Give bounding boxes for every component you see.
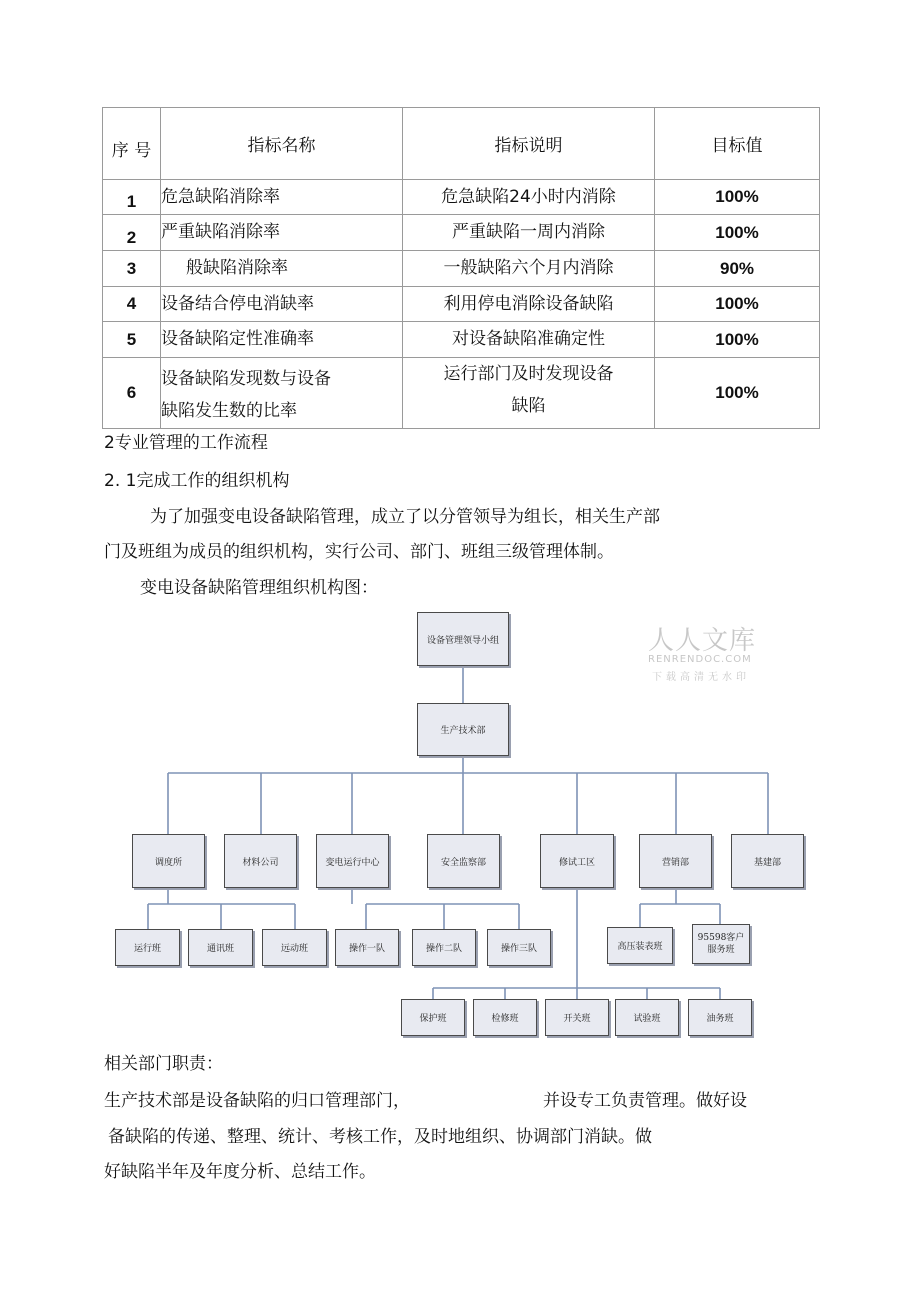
row-value: 100% (655, 358, 820, 429)
org-team-operation: 运行班 (115, 929, 180, 966)
row-index: 6 (103, 358, 161, 429)
org-production-tech-dept: 生产技术部 (417, 703, 509, 756)
section-subheading: 2. 1完成工作的组织机构 (104, 471, 290, 491)
org-team-customer-service (692, 924, 750, 964)
duties-line1-part2: 并设专工负责管理。做好设 (543, 1091, 747, 1111)
header-index: 序 号 (103, 108, 161, 180)
row-name: 设备结合停电消缺率 (161, 287, 403, 322)
customer-service-line2: 服务班 (707, 945, 735, 955)
org-dept-safety: 安全监察部 (427, 834, 500, 888)
row-name: 严重缺陷消除率 (161, 215, 403, 251)
org-team-hv-meter: 高压装表班 (607, 927, 673, 964)
header-target: 目标值 (655, 108, 820, 180)
org-dept-substation: 变电运行中心 (316, 834, 389, 888)
row-desc-line1: 运行部门及时发现设备 (443, 364, 614, 384)
org-team-op3: 操作三队 (487, 929, 551, 966)
row-desc: 一般缺陷六个月内消除 (403, 251, 655, 287)
row-name-line2: 缺陷发生数的比率 (161, 401, 297, 421)
org-team-op1: 操作一队 (335, 929, 399, 966)
row-index: 2 (103, 215, 161, 251)
row-name: 危急缺陷消除率 (161, 180, 403, 215)
customer-service-line1: 95598客户 (697, 933, 745, 943)
row-index: 4 (103, 287, 161, 322)
row-desc: 严重缺陷一周内消除 (403, 215, 655, 251)
duties-line2: 备缺陷的传递、整理、统计、考核工作，及时地组织、协调部门消缺。做 (108, 1127, 652, 1147)
paragraph-line2: 门及班组为成员的组织机构，实行公司、部门、班组三级管理体制。 (104, 542, 614, 562)
org-team-test: 试验班 (615, 999, 679, 1036)
row-value: 100% (655, 287, 820, 322)
org-dept-materials: 材料公司 (224, 834, 297, 888)
section-heading: 2专业管理的工作流程 (104, 433, 268, 453)
row-name-line1: 设备缺陷发现数与设备 (161, 369, 331, 389)
row-value: 100% (655, 322, 820, 358)
duties-line3: 好缺陷半年及年度分析、总结工作。 (104, 1162, 376, 1182)
row-index: 1 (103, 180, 161, 215)
org-team-oil: 油务班 (688, 999, 752, 1036)
header-name: 指标名称 (161, 108, 403, 180)
row-index: 5 (103, 322, 161, 358)
watermark-url: RENRENDOC.COM (648, 654, 752, 665)
row-value: 100% (655, 180, 820, 215)
row-desc-line2: 缺陷 (511, 396, 546, 416)
org-team-overhaul: 检修班 (473, 999, 537, 1036)
org-team-remote: 远动班 (262, 929, 327, 966)
duties-line1-part1: 生产技术部是设备缺陷的归口管理部门， (104, 1091, 410, 1111)
org-dept-dispatch: 调度所 (132, 834, 205, 888)
chart-caption: 变电设备缺陷管理组织机构图： (140, 578, 378, 598)
header-desc: 指标说明 (403, 108, 655, 180)
paragraph-line1: 为了加强变电设备缺陷管理，成立了以分管领导为组长，相关生产部 (150, 507, 660, 527)
row-desc: 对设备缺陷准确定性 (403, 322, 655, 358)
watermark-tagline: 下载高清无水印 (652, 672, 750, 683)
org-team-telecom: 通讯班 (188, 929, 253, 966)
org-dept-marketing: 营销部 (639, 834, 712, 888)
row-index: 3 (103, 251, 161, 287)
duties-heading: 相关部门职责： (104, 1054, 223, 1074)
org-team-switch: 开关班 (545, 999, 609, 1036)
row-name: 设备缺陷定性准确率 (161, 322, 403, 358)
org-dept-repair: 修试工区 (540, 834, 614, 888)
watermark-logo-text: 人人文库 (648, 626, 757, 656)
row-value: 100% (655, 215, 820, 251)
row-desc: 利用停电消除设备缺陷 (403, 287, 655, 322)
row-value: 90% (655, 251, 820, 287)
org-dept-construction: 基建部 (731, 834, 804, 888)
org-top-leadership: 设备管理领导小组 (417, 612, 509, 666)
row-desc: 危急缺陷24小时内消除 (403, 180, 655, 215)
row-name: 般缺陷消除率 (161, 251, 403, 287)
org-team-op2: 操作二队 (412, 929, 476, 966)
org-team-protection: 保护班 (401, 999, 465, 1036)
